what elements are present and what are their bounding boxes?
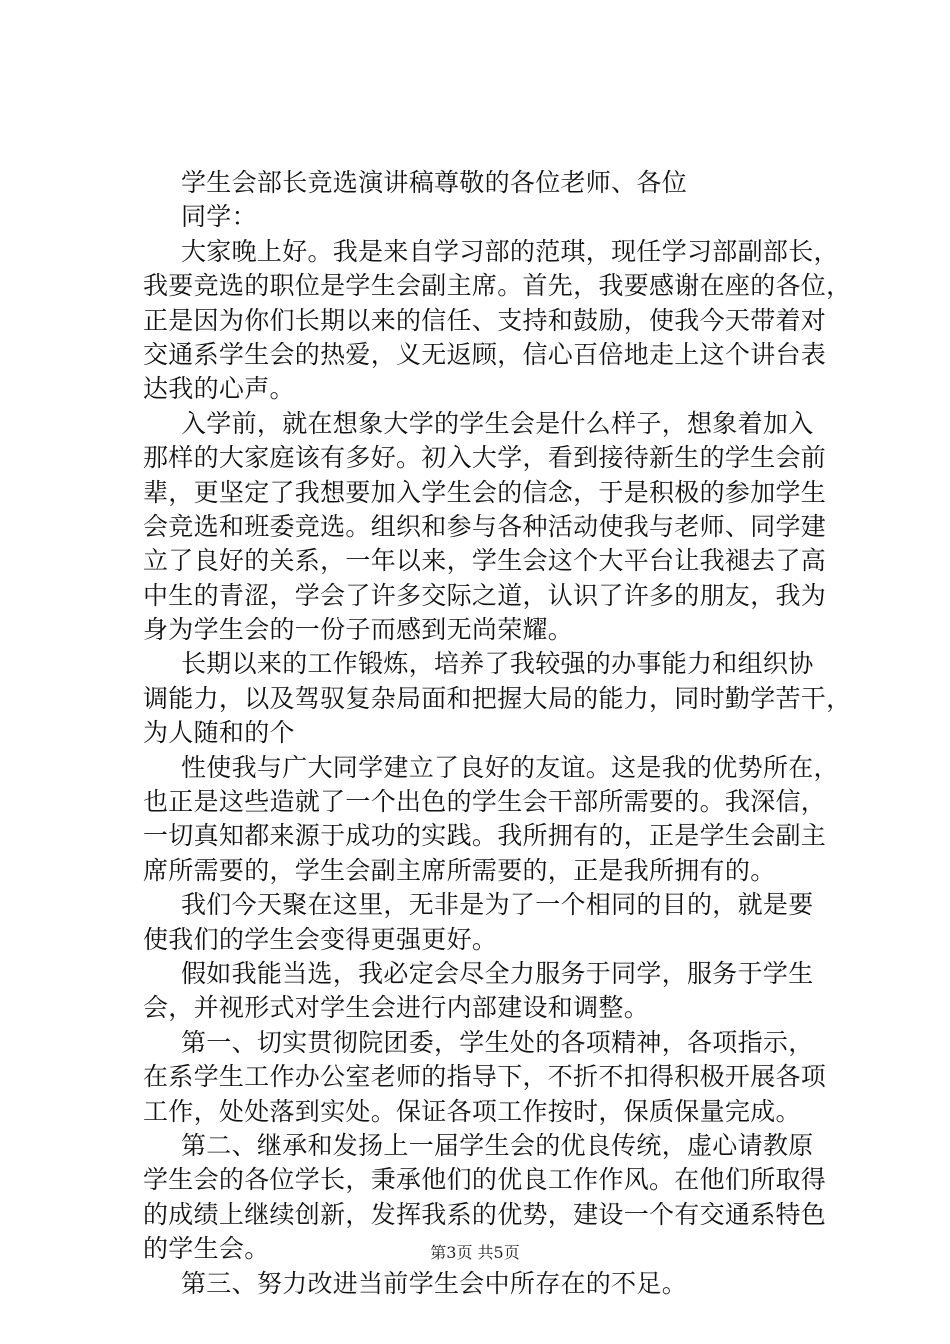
text-line: 我们今天聚在这里，无非是为了一个相同的目的，就是要 — [181, 890, 814, 920]
page-footer — [0, 1240, 950, 1263]
document-body — [143, 166, 852, 1301]
text-line: 入学前，就在想象大学的学生会是什么样子，想象着加入 — [181, 408, 814, 438]
page-number-label: 第3页 共5页 — [430, 1243, 520, 1262]
text-line: 也正是这些造就了一个出色的学生会干部所需要的。我深信， — [143, 787, 827, 817]
text-line: 第一、切实贯彻院团委，学生处的各项精神，各项指示， — [181, 1027, 814, 1057]
text-line: 在系学生工作办公室老师的指导下，不折不扣得积极开展各项 — [143, 1062, 827, 1092]
text-line: 一切真知都来源于成功的实践。我所拥有的，正是学生会副主 — [143, 821, 827, 851]
text-line: 工作，处处落到实处。保证各项工作按时，保质保量完成。 — [143, 1096, 801, 1126]
text-line: 交通系学生会的热爱，义无返顾，信心百倍地走上这个讲台表 — [143, 339, 827, 369]
text-line: 正是因为你们长期以来的信任、支持和鼓励，使我今天带着对 — [143, 305, 827, 335]
text-line: 长期以来的工作锻炼，培养了我较强的办事能力和组织协 — [181, 649, 814, 679]
text-line: 使我们的学生会变得更强更好。 — [143, 924, 498, 954]
text-line: 假如我能当选，我必定会尽全力服务于同学，服务于学生 — [181, 958, 814, 988]
text-line: 第二、继承和发扬上一届学生会的优良传统，虚心请教原 — [181, 1130, 814, 1160]
text-line: 达我的心声。 — [143, 374, 295, 404]
text-line: 立了良好的关系，一年以来，学生会这个大平台让我褪去了高 — [143, 546, 827, 576]
text-line: 学生会部长竞选演讲稿尊敬的各位老师、各位 — [181, 168, 688, 197]
text-line: 第三、努力改进当前学生会中所存在的不足。 — [181, 1268, 688, 1298]
text-line: 中生的青涩，学会了许多交际之道，认识了许多的朋友，我为 — [143, 580, 827, 610]
text-line: 调能力，以及驾驭复杂局面和把握大局的能力，同时勤学苦干， — [143, 683, 852, 713]
text-line: 身为学生会的一份子而感到无尚荣耀。 — [143, 615, 574, 645]
text-line: 大家晚上好。我是来自学习部的范琪，现任学习部副部长， — [181, 236, 839, 266]
text-line: 的学生会。 — [143, 1234, 270, 1264]
text-line: 为人随和的个 — [143, 718, 295, 748]
text-line: 性使我与广大同学建立了良好的友谊。这是我的优势所在， — [181, 752, 839, 782]
text-line: 那样的大家庭该有多好。初入大学，看到接待新生的学生会前 — [143, 443, 827, 473]
text-line: 我要竞选的职位是学生会副主席。首先，我要感谢在座的各位， — [143, 271, 852, 301]
text-line: 同学： — [181, 202, 257, 232]
text-line: 的成绩上继续创新，发挥我系的优势，建设一个有交通系特色 — [143, 1199, 827, 1229]
text-line: 席所需要的，学生会副主席所需要的，正是我所拥有的。 — [143, 855, 776, 885]
text-line: 会，并视形式对学生会进行内部建设和调整。 — [143, 993, 650, 1023]
text-line: 学生会的各位学长，秉承他们的优良工作作风。在他们所取得 — [143, 1165, 827, 1195]
text-line: 会竞选和班委竞选。组织和参与各种活动使我与老师、同学建 — [143, 511, 827, 541]
text-line: 辈，更坚定了我想要加入学生会的信念，于是积极的参加学生 — [143, 477, 827, 507]
